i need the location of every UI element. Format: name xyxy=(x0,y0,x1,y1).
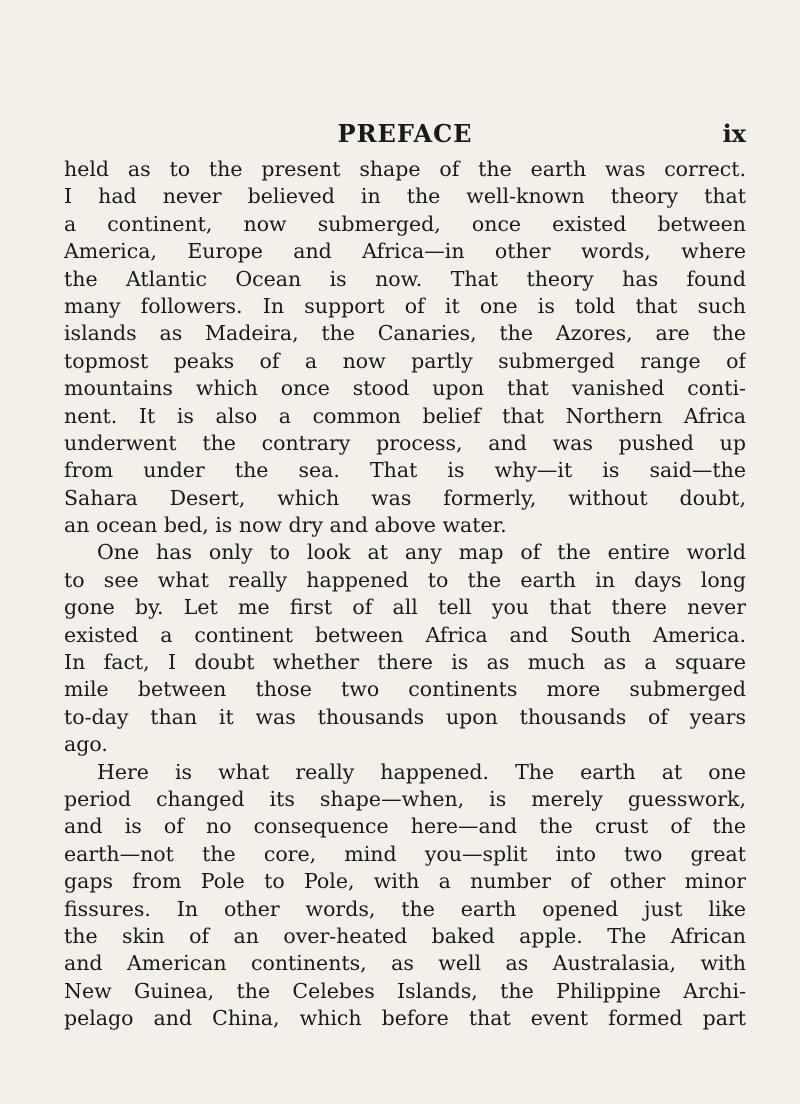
text-line: New Guinea, the Celebes Islands, the Philippine Archi- xyxy=(64,978,746,1003)
text-line: an ocean bed, is now dry and above water. xyxy=(64,513,507,538)
text-line: a continent, now submerged, once existed between xyxy=(64,211,746,236)
text-line: I had never believed in the well-known theory that xyxy=(64,184,746,209)
text-line: America, Europe and Africa—in other words, where xyxy=(64,239,746,264)
text-line: One has only to look at any map of the entire world xyxy=(97,540,746,565)
text-line: In fact, I doubt whether there is as much as a square xyxy=(64,650,746,675)
text-line: existed a continent between Africa and South America. xyxy=(64,622,746,647)
text-line: mile between those two continents more submerged xyxy=(64,677,746,702)
text-line: fissures. In other words, the earth opened just like xyxy=(64,896,746,921)
page-title: PREFACE xyxy=(337,119,473,148)
text-line: ago. xyxy=(64,732,108,757)
text-line: to see what really happened to the earth in days long xyxy=(64,567,746,592)
text-line: the Atlantic Ocean is now. That theory has found xyxy=(64,266,746,291)
running-header xyxy=(64,118,746,150)
text-line: islands as Madeira, the Canaries, the Azores, are the xyxy=(64,321,746,346)
text-line: topmost peaks of a now partly submerged range of xyxy=(64,348,746,373)
text-line: period changed its shape—when, is merely guesswork, xyxy=(64,786,746,811)
page-number: ix xyxy=(722,119,746,148)
text-line: underwent the contrary process, and was pushed up xyxy=(64,430,746,455)
text-line: to-day than it was thousands upon thousands of years xyxy=(64,704,746,729)
body-text xyxy=(64,156,746,1033)
text-line: the skin of an over-heated baked apple. The African xyxy=(64,923,746,948)
text-line: Here is what really happened. The earth at one xyxy=(97,759,746,784)
text-line: earth—not the core, mind you—split into two great xyxy=(64,841,746,866)
text-line: pelago and China, which before that event formed part xyxy=(64,1006,746,1031)
text-line: and is of no consequence here—and the crust of the xyxy=(64,814,746,839)
text-line: held as to the present shape of the earth was correct. xyxy=(64,157,746,181)
text-line: from under the sea. That is why—it is said—the xyxy=(64,458,746,483)
text-line: gone by. Let me first of all tell you that there never xyxy=(64,595,746,620)
text-line: gaps from Pole to Pole, with a number of other minor xyxy=(64,869,746,894)
text-line: Sahara Desert, which was formerly, without doubt, xyxy=(64,485,746,510)
text-line: mountains which once stood upon that vanished conti- xyxy=(64,376,746,401)
text-line: nent. It is also a common belief that Northern Africa xyxy=(64,403,746,428)
text-line: and American continents, as well as Australasia, with xyxy=(64,951,746,976)
text-line: many followers. In support of it one is told that such xyxy=(64,293,746,318)
